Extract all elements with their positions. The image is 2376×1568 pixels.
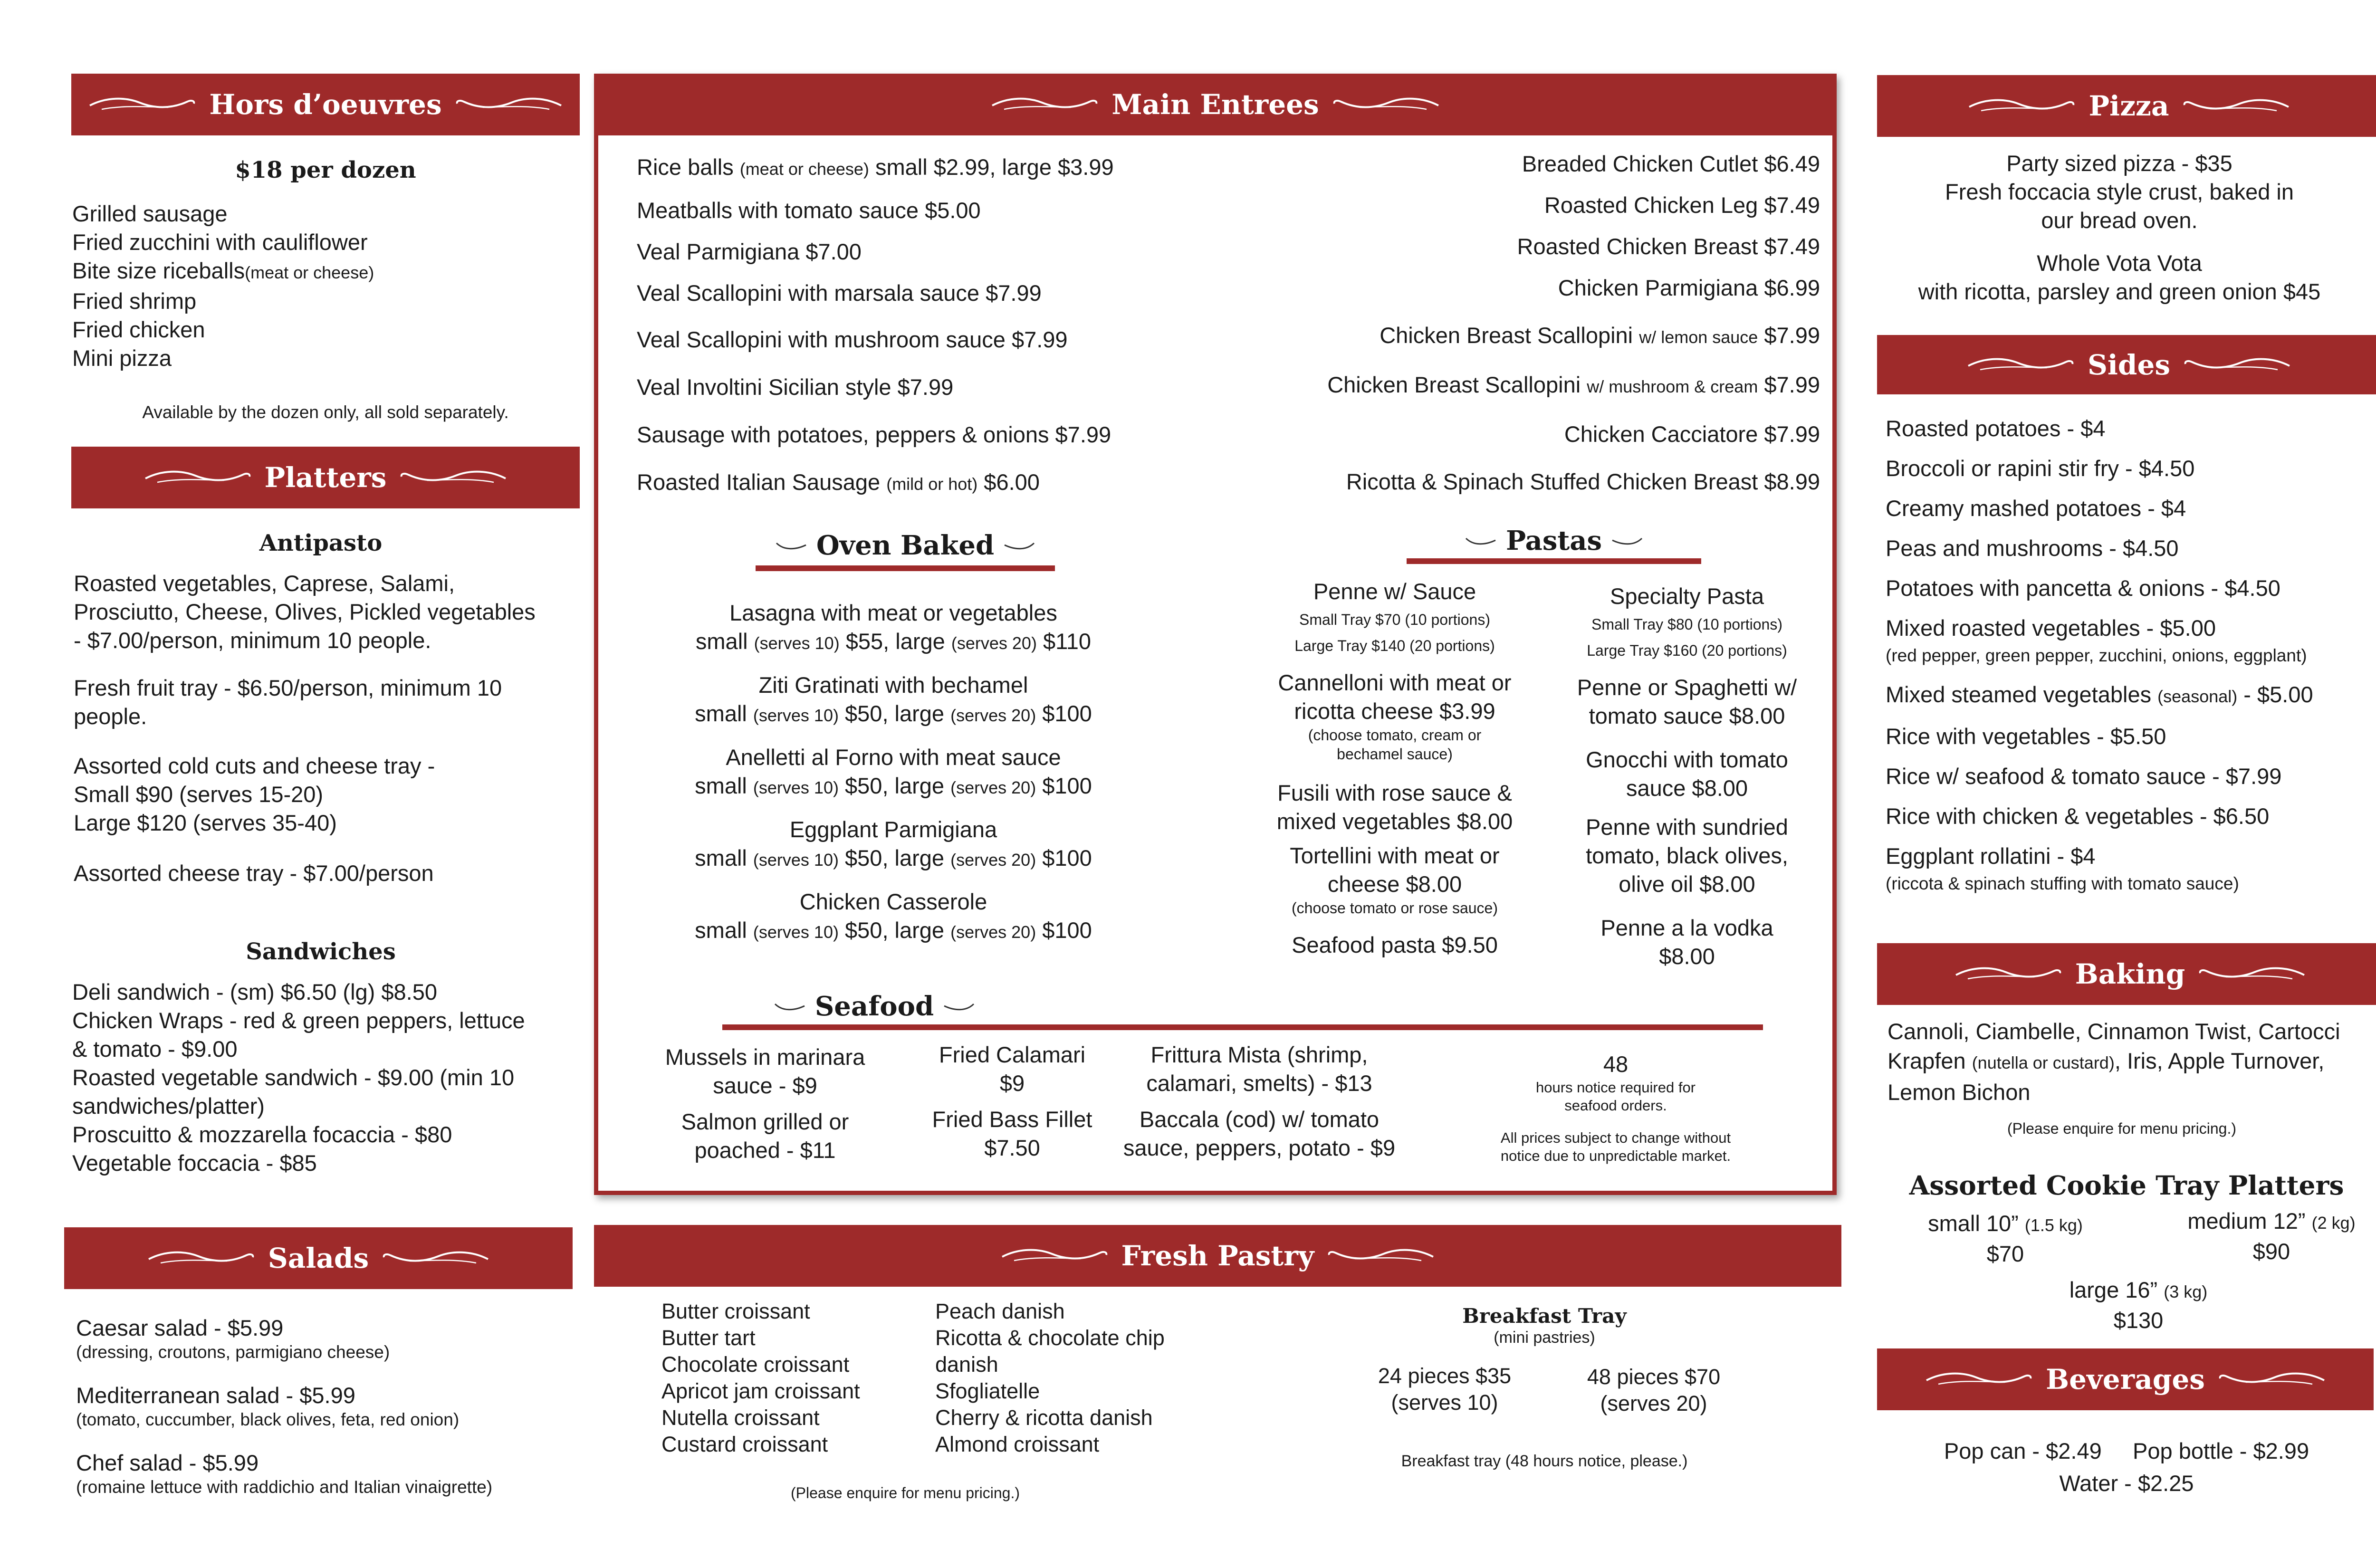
pastry-col-1 — [661, 1298, 860, 1458]
list-item: Butter tart — [661, 1326, 756, 1350]
seafood-col-2: Fried Calamari $9 Fried Bass Fillet $7.50 — [932, 1042, 1092, 1160]
list-item: Veal Scallopini with marsala sauce $7.99 — [637, 280, 1042, 306]
list-item: Ricotta & Spinach Stuffed Chicken Breast $8.99 — [1346, 469, 1820, 494]
list-item: Butter croissant — [661, 1299, 810, 1323]
flourish-ornament-icon — [1954, 965, 2063, 984]
list-item: Veal Scallopini with mushroom sauce $7.99 — [637, 327, 1068, 352]
list-item: Rice w/ seafood & tomato sauce - $7.99 — [1886, 764, 2282, 789]
beverages-banner — [1877, 1348, 2374, 1410]
list-item: Veal Parmigiana $7.00 — [637, 239, 862, 264]
pastry-col-2 — [935, 1298, 1165, 1458]
pastry-note: (Please enquire for menu pricing.) — [790, 1484, 1020, 1501]
pizza-title: Pizza — [2089, 90, 2169, 122]
flourish-ornament-icon — [87, 95, 197, 114]
swash-ornament-icon — [1610, 535, 1644, 547]
flourish-ornament-icon — [143, 468, 252, 487]
list-item: Anelletti al Forno with meat sauce small (serves 10) $50, large (serves 20) $100 — [695, 745, 1092, 798]
salads-title: Salads — [268, 1242, 369, 1274]
swash-ornament-icon — [1003, 539, 1036, 552]
list-item: Custard croissant — [661, 1432, 828, 1456]
list-item: Rice balls (meat or cheese) small $2.99, large $3.99 — [637, 154, 1114, 180]
list-item: Chicken Casserole small (serves 10) $50, large (serves 20) $100 — [695, 889, 1092, 943]
divider — [722, 1024, 1763, 1030]
list-item: Mixed roasted vegetables - $5.00 — [1886, 615, 2216, 641]
swash-ornament-icon — [942, 1000, 976, 1013]
beverages-text: Pop can - $2.49 Pop bottle - $2.99 Water - $2.25 — [1944, 1438, 2309, 1496]
flourish-ornament-icon — [1332, 95, 1441, 114]
list-item: Rice with vegetables - $5.50 — [1886, 724, 2166, 749]
cheese-tray-text: Assorted cheese tray - $7.00/person — [74, 860, 434, 886]
hors-banner — [71, 74, 580, 135]
pasta-left-col: Penne w/ Sauce Small Tray $70 (10 portions) Large Tray $140 (20 portions) Cannelloni with meat or ricotta cheese $3.99 (choose tomato, cream or bechamel sauce) Fusili with rose sauce & mixed vegetables $8.00 Tortellini with meat or cheese $8.00 (choose tomato or rose sauce) Seafood pasta $9.50 — [1276, 579, 1513, 957]
flourish-ornament-icon — [399, 468, 508, 487]
flourish-ornament-icon — [1326, 1246, 1436, 1265]
list-item: Roasted vegetable sandwich - $9.00 (min 10 — [72, 1065, 515, 1090]
list-item: Chicken Parmigiana $6.99 — [1558, 275, 1820, 300]
salads-list: Caesar salad - $5.99 (dressing, croutons, parmigiano cheese) Mediterranean salad - $5.99 (tomato, cuccumber, black olives, feta, red onion) Chef salad - $5.99 (romaine lettuce with raddichio and Italian vinaigrette) — [76, 1315, 493, 1497]
list-item: Roasted potatoes - $4 — [1886, 416, 2106, 441]
oven-list — [637, 599, 1150, 947]
flourish-ornament-icon — [454, 95, 564, 114]
cookie-large: large 16” (3 kg) $130 — [2069, 1277, 2208, 1333]
list-item: Peas and mushrooms - $4.50 — [1886, 535, 2179, 561]
list-item: Deli sandwich - (sm) $6.50 (lg) $8.50 — [72, 979, 437, 1004]
list-item: Fried shrimp — [72, 288, 197, 314]
flourish-ornament-icon — [2182, 96, 2291, 115]
main-banner — [594, 74, 1837, 135]
list-item: Fried zucchini with cauliflower — [72, 229, 368, 255]
list-item: Roasted Chicken Leg $7.49 — [1544, 192, 1820, 218]
main-left-list — [637, 153, 1114, 498]
list-item: Grilled sausage — [72, 201, 228, 226]
sides-banner — [1877, 335, 2376, 394]
pizza-banner — [1877, 75, 2376, 137]
flourish-ornament-icon — [146, 1249, 256, 1268]
cookie-medium: medium 12” (2 kg) $90 — [2187, 1208, 2356, 1264]
list-item: Ricotta & chocolate chip — [935, 1326, 1165, 1350]
flourish-ornament-icon — [381, 1249, 490, 1268]
sandwiches-title: Sandwiches — [246, 938, 396, 965]
list-item: Breaded Chicken Cutlet $6.49 — [1522, 151, 1820, 176]
list-item: Mixed steamed vegetables (seasonal) - $5.00 — [1886, 682, 2313, 707]
coldcuts-text: Assorted cold cuts and cheese tray - Small $90 (serves 15-20) Large $120 (serves 35-40) — [74, 753, 435, 835]
baking-note: (Please enquire for menu pricing.) — [2007, 1120, 2236, 1137]
hors-title: Hors d’oeuvres — [209, 88, 442, 121]
list-item: Mini pizza — [72, 345, 172, 371]
list-item: Almond croissant — [935, 1432, 1100, 1456]
list-item: Peach danish — [935, 1299, 1065, 1323]
sides-title: Sides — [2087, 348, 2171, 381]
cookie-tray-title: Assorted Cookie Tray Platters — [1909, 1170, 2344, 1201]
list-item: Ziti Gratinati with bechamel small (serves 10) $50, large (serves 20) $100 — [695, 672, 1092, 726]
list-item: Chocolate croissant — [661, 1352, 850, 1377]
list-item: Sfogliatelle — [935, 1379, 1040, 1403]
list-item: Vegetable foccacia - $85 — [72, 1150, 317, 1176]
list-item: Rice with chicken & vegetables - $6.50 — [1886, 803, 2270, 829]
flourish-ornament-icon — [2197, 965, 2307, 984]
list-item: Creamy mashed potatoes - $4 — [1886, 496, 2186, 521]
flourish-ornament-icon — [2217, 1370, 2327, 1389]
baking-banner — [1877, 943, 2376, 1005]
list-item: danish — [935, 1352, 998, 1377]
divider — [756, 565, 1055, 571]
seafood-col-1: Mussels in marinara sauce - $9 Salmon grilled or poached - $11 — [665, 1044, 865, 1163]
seafood-heading: Seafood — [741, 988, 1007, 1024]
flourish-ornament-icon — [1924, 1370, 2033, 1389]
list-item: Proscuitto & mozzarella focaccia - $80 — [72, 1122, 452, 1147]
list-item: Chicken Cacciatore $7.99 — [1564, 421, 1820, 447]
swash-ornament-icon — [773, 1000, 806, 1013]
breakfast-tray: Breakfast Tray (mini pastries) — [1462, 1304, 1627, 1347]
seafood-col-3: Frittura Mista (shrimp, calamari, smelts) - $13 Baccala (cod) w/ tomato sauce, peppers, potato - $9 — [1123, 1042, 1396, 1160]
list-item: Cherry & ricotta danish — [935, 1405, 1153, 1430]
beverages-title: Beverages — [2046, 1363, 2205, 1396]
sides-list: Roasted potatoes - $4 Broccoli or rapini stir fry - $4.50 Creamy mashed potatoes - $4 Peas and mushrooms - $4.50 Potatoes with pancetta & onions - $4.50 Mixed roasted vegetables - $5.00 (red pepper, green pepper, zucchini, onions, eggplant) Mixed steamed vegetables (seasonal) - $5.00 Rice with vegetables - $5.50 Rice w/ seafood & tomato sauce - $7.99 Rice with chicken & vegetables - $6.50 Eggplant rollatini - $4 (riccota & spinach stuffing with tomato sauce) — [1886, 409, 2313, 891]
breakfast-note: Breakfast tray (48 hours notice, please.) — [1401, 1452, 1688, 1470]
list-item: Potatoes with pancetta & onions - $4.50 — [1886, 575, 2280, 601]
swash-ornament-icon — [1464, 535, 1497, 547]
baking-text: Cannoli, Ciambelle, Cinnamon Twist, Cartocci Krapfen (nutella or custard), Iris, Apple Turnover, Lemon Bichon — [1887, 1019, 2340, 1105]
fruit-tray-text: Fresh fruit tray - $6.50/person, minimum 10 people. — [74, 675, 502, 729]
list-item: Nutella croissant — [661, 1405, 820, 1430]
list-item: Roasted Italian Sausage (mild or hot) $6.00 — [637, 469, 1040, 495]
antipasto-title: Antipasto — [259, 530, 383, 556]
list-item: Fried chicken — [72, 317, 205, 342]
flourish-ornament-icon — [990, 95, 1099, 114]
breakfast-option-48: 48 pieces $70 (serves 20) — [1587, 1365, 1721, 1415]
hors-list — [72, 200, 374, 373]
flourish-ornament-icon — [1967, 96, 2076, 115]
pasta-right-col: Specialty Pasta Small Tray $80 (10 portions) Large Tray $160 (20 portions) Penne or Spaghetti w/ tomato sauce $8.00 Gnocchi with tomato sauce $8.00 Penne with sundried tomato, black olives, olive oil $8.00 Penne a la vodka $8.00 — [1577, 583, 1797, 969]
list-item: Eggplant rollatini - $4 — [1886, 843, 2096, 869]
oven-baked-heading: Oven Baked — [756, 527, 1055, 563]
main-title: Main Entrees — [1111, 88, 1319, 121]
main-right-list — [1217, 150, 1820, 496]
flourish-ornament-icon — [2183, 355, 2292, 374]
divider — [1407, 558, 1701, 564]
hors-price: $18 per dozen — [235, 157, 416, 183]
hors-note: Available by the dozen only, all sold separately. — [142, 402, 509, 422]
list-item: Chicken Wraps - red & green peppers, lettuce — [72, 1008, 525, 1033]
baking-title: Baking — [2075, 958, 2185, 990]
list-item: & tomato - $9.00 — [72, 1036, 238, 1061]
list-item: Veal Involtini Sicilian style $7.99 — [637, 374, 954, 400]
platters-title: Platters — [264, 461, 387, 494]
salads-banner — [64, 1227, 573, 1289]
pizza-text: Party sized pizza - $35 Fresh foccacia style crust, baked in our bread oven. Whole Vota Vota with ricotta, parsley and green onion $45 — [1918, 151, 2321, 304]
pastry-title: Fresh Pastry — [1121, 1240, 1314, 1272]
list-item: Chicken Breast Scallopini w/ mushroom & cream $7.99 — [1327, 372, 1820, 397]
sandwiches-list — [72, 978, 525, 1177]
list-item: Apricot jam croissant — [661, 1379, 860, 1403]
list-item: Roasted Chicken Breast $7.49 — [1517, 234, 1820, 259]
pastry-banner — [594, 1225, 1841, 1287]
list-item: Broccoli or rapini stir fry - $4.50 — [1886, 456, 2195, 481]
list-item: Lasagna with meat or vegetables small (serves 10) $55, large (serves 20) $110 — [695, 600, 1092, 654]
list-item: Sausage with potatoes, peppers & onions $7.99 — [637, 422, 1111, 447]
platters-banner — [71, 447, 580, 508]
swash-ornament-icon — [775, 539, 808, 552]
list-item: Bite size riceballs(meat or cheese) — [72, 258, 374, 283]
list-item: Eggplant Parmigiana small (serves 10) $50, large (serves 20) $100 — [695, 817, 1092, 870]
flourish-ornament-icon — [1000, 1246, 1109, 1265]
list-item: sandwiches/platter) — [72, 1093, 265, 1119]
breakfast-option-24: 24 pieces $35 (serves 10) — [1378, 1364, 1512, 1415]
flourish-ornament-icon — [1966, 355, 2075, 374]
list-item: Meatballs with tomato sauce $5.00 — [637, 198, 981, 223]
antipasto-text: Roasted vegetables, Caprese, Salami, Prosciutto, Cheese, Olives, Pickled vegetables - $7.00/person, minimum 10 people. — [74, 571, 536, 653]
seafood-notice: 48 hours notice required for seafood orders. All prices subject to change without notice due to unpredictable market. — [1500, 1052, 1731, 1164]
pastas-heading: Pastas — [1407, 523, 1701, 558]
list-item: Chicken Breast Scallopini w/ lemon sauce $7.99 — [1380, 323, 1820, 348]
cookie-small: small 10” (1.5 kg) $70 — [1928, 1211, 2083, 1266]
